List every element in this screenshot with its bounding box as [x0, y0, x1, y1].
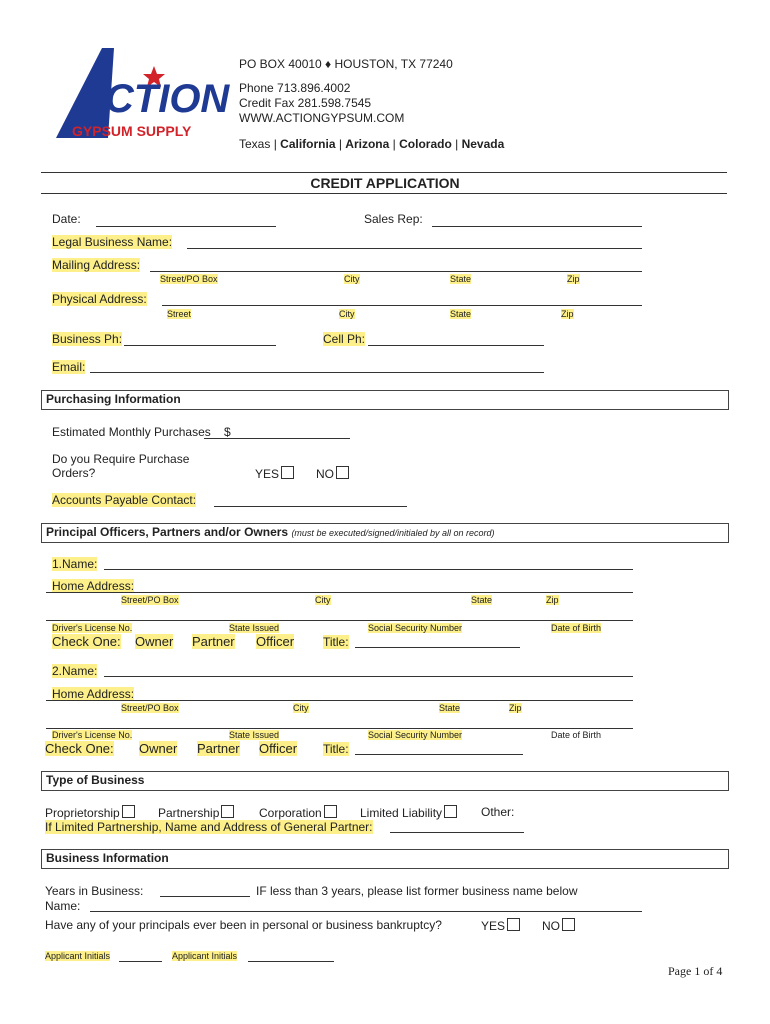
business-phone-label: Business Ph: — [52, 332, 123, 346]
ap-contact-field[interactable] — [214, 506, 407, 507]
corporation-label: Corporation — [259, 806, 322, 820]
principal2-home-field[interactable] — [46, 700, 633, 701]
principals-section-header — [41, 523, 729, 543]
logo-subtitle: GYPSUM SUPPLY — [72, 123, 192, 139]
general-partner-field[interactable] — [390, 832, 524, 833]
p1-officer-option[interactable]: Officer — [256, 634, 295, 649]
bankruptcy-no-checkbox[interactable] — [562, 918, 575, 931]
partnership-checkbox[interactable] — [221, 805, 234, 818]
p2-title-label: Title: — [323, 742, 349, 756]
physical-zip-caption: Zip — [561, 309, 574, 319]
other-label: Other: — [481, 805, 515, 819]
legal-name-field[interactable] — [187, 248, 642, 249]
p2-ssn-caption: Social Security Number — [368, 730, 463, 740]
principal1-name-field[interactable] — [104, 569, 633, 570]
p2-state-caption: State — [439, 703, 461, 713]
principal1-id-field[interactable] — [46, 620, 633, 621]
partnership-label: Partnership — [158, 806, 220, 820]
bankruptcy-no-option[interactable] — [542, 918, 575, 933]
physical-address-field[interactable] — [162, 305, 642, 306]
divider — [41, 172, 727, 173]
mailing-street-caption: Street/PO Box — [160, 274, 218, 284]
company-phone: Phone 713.896.4002 — [239, 81, 351, 95]
po-question-line2: Orders? — [52, 466, 96, 480]
company-website[interactable]: WWW.ACTIONGYPSUM.COM — [239, 111, 405, 125]
mailing-address-label: Mailing Address: — [52, 258, 141, 272]
mailing-state-caption: State — [450, 274, 472, 284]
cell-phone-field[interactable] — [368, 345, 544, 346]
po-question-line1: Do you Require Purchase — [52, 452, 190, 466]
llc-checkbox[interactable] — [444, 805, 457, 818]
principal2-name-label: 2.Name: — [52, 664, 98, 678]
state-nevada: Nevada — [461, 137, 505, 151]
p1-dob-caption: Date of Birth — [551, 623, 602, 633]
bankruptcy-yes-checkbox[interactable] — [507, 918, 520, 931]
bankruptcy-yes-label: YES — [481, 919, 506, 933]
mailing-zip-caption: Zip — [567, 274, 580, 284]
p2-owner-option[interactable]: Owner — [139, 741, 178, 756]
section-title: Business Information — [46, 851, 169, 865]
email-label: Email: — [52, 360, 86, 374]
llc-label: Limited Liability — [360, 806, 443, 820]
p2-zip-caption: Zip — [509, 703, 522, 713]
email-field[interactable] — [90, 372, 544, 373]
partnership-option[interactable] — [158, 805, 234, 820]
p1-title-label: Title: — [323, 635, 349, 649]
state-california: California — [280, 137, 336, 151]
p2-title-field[interactable] — [355, 754, 523, 755]
bankruptcy-no-label: NO — [542, 919, 560, 933]
action-gypsum-logo — [50, 44, 230, 142]
applicant-initials-field-1[interactable] — [119, 961, 162, 962]
bankruptcy-yes-option[interactable] — [481, 918, 520, 933]
applicant-initials-label-2: Applicant Initials — [172, 951, 238, 961]
business-phone-field[interactable] — [124, 345, 276, 346]
p1-state-issued-caption: State Issued — [229, 623, 280, 633]
divider — [41, 193, 727, 194]
mailing-address-field[interactable] — [150, 271, 642, 272]
monthly-purchases-field[interactable] — [204, 438, 350, 439]
p2-state-issued-caption: State Issued — [229, 730, 280, 740]
p1-city-caption: City — [315, 595, 331, 605]
p1-dl-caption: Driver's License No. — [52, 623, 133, 633]
page-number: Page 1 of 4 — [668, 964, 723, 978]
applicant-initials-field-2[interactable] — [248, 961, 334, 962]
form-title: CREDIT APPLICATION — [310, 175, 460, 191]
state-arizona: Arizona — [345, 137, 390, 151]
principal2-home-label: Home Address: — [52, 687, 135, 701]
po-no-checkbox[interactable] — [336, 466, 349, 479]
cell-phone-label: Cell Ph: — [323, 332, 366, 346]
p1-owner-option[interactable]: Owner — [135, 634, 174, 649]
llc-option[interactable] — [360, 805, 457, 820]
po-no-option[interactable] — [316, 466, 349, 481]
company-address: PO BOX 40010 ♦ HOUSTON, TX 77240 — [239, 57, 453, 71]
former-name-label: Name: — [45, 899, 81, 913]
limited-partnership-label: If Limited Partnership, Name and Address of General Partner: — [45, 820, 373, 834]
company-fax: Credit Fax 281.598.7545 — [239, 96, 372, 110]
state-colorado: Colorado — [399, 137, 452, 151]
purchasing-section-header — [41, 390, 729, 410]
p2-dob-caption: Date of Birth — [551, 730, 602, 740]
sales-rep-field[interactable] — [432, 226, 642, 227]
section-title — [46, 525, 495, 539]
date-label: Date: — [52, 212, 81, 226]
p2-officer-option[interactable]: Officer — [259, 741, 298, 756]
section-title: Purchasing Information — [46, 392, 181, 406]
principals-heading: Principal Officers, Partners and/or Owners — [46, 525, 289, 539]
mailing-city-caption: City — [344, 274, 360, 284]
bankruptcy-question: Have any of your principals ever been in personal or business bankruptcy? — [45, 918, 442, 932]
years-field[interactable] — [160, 896, 250, 897]
date-field[interactable] — [96, 226, 276, 227]
principals-note: (must be executed/signed/initialed by all on record) — [291, 528, 495, 538]
p1-ssn-caption: Social Security Number — [368, 623, 463, 633]
p1-zip-caption: Zip — [546, 595, 559, 605]
p2-check-one-label: Check One: — [45, 741, 114, 756]
p1-street-caption: Street/PO Box — [121, 595, 179, 605]
business-info-section-header — [41, 849, 729, 869]
legal-name-label: Legal Business Name: — [52, 235, 173, 249]
monthly-purchases-label: Estimated Monthly Purchases — [52, 425, 211, 439]
p1-title-field[interactable] — [355, 647, 520, 648]
po-yes-option[interactable] — [255, 466, 294, 481]
principal1-home-field[interactable] — [46, 592, 633, 593]
physical-address-label: Physical Address: — [52, 292, 147, 306]
p1-partner-option[interactable]: Partner — [192, 634, 235, 649]
p2-partner-option[interactable]: Partner — [197, 741, 240, 756]
p2-city-caption: City — [293, 703, 309, 713]
principal1-home-label: Home Address: — [52, 579, 135, 593]
business-type-section-header — [41, 771, 729, 791]
physical-street-caption: Street — [167, 309, 192, 319]
p2-street-caption: Street/PO Box — [121, 703, 179, 713]
years-label: Years in Business: — [45, 884, 144, 898]
proprietorship-label: Proprietorship — [45, 806, 120, 820]
section-title: Type of Business — [46, 773, 145, 787]
principal1-name-label: 1.Name: — [52, 557, 98, 571]
physical-state-caption: State — [450, 309, 472, 319]
corporation-checkbox[interactable] — [324, 805, 337, 818]
state-texas: Texas — [239, 137, 271, 151]
p1-check-one-label: Check One: — [52, 634, 121, 649]
logo-wordmark: ACTION — [76, 77, 230, 121]
po-yes-checkbox[interactable] — [281, 466, 294, 479]
sales-rep-label: Sales Rep: — [364, 212, 423, 226]
less-than-3-years-note: IF less than 3 years, please list former business name below — [256, 884, 578, 898]
po-yes-label: YES — [255, 467, 280, 481]
principal2-name-field[interactable] — [104, 676, 633, 677]
former-name-field[interactable] — [90, 911, 642, 912]
proprietorship-option[interactable] — [45, 805, 135, 820]
corporation-option[interactable] — [259, 805, 337, 820]
applicant-initials-label-1: Applicant Initials — [45, 951, 111, 961]
principal2-id-field[interactable] — [46, 728, 633, 729]
proprietorship-checkbox[interactable] — [122, 805, 135, 818]
service-states: Texas | California | Arizona | Colorado | Nevada — [239, 137, 505, 151]
dollar-sign: $ — [224, 425, 231, 439]
po-no-label: NO — [316, 467, 334, 481]
p2-dl-caption: Driver's License No. — [52, 730, 133, 740]
ap-contact-label: Accounts Payable Contact: — [52, 493, 197, 507]
p1-state-caption: State — [471, 595, 493, 605]
physical-city-caption: City — [339, 309, 355, 319]
